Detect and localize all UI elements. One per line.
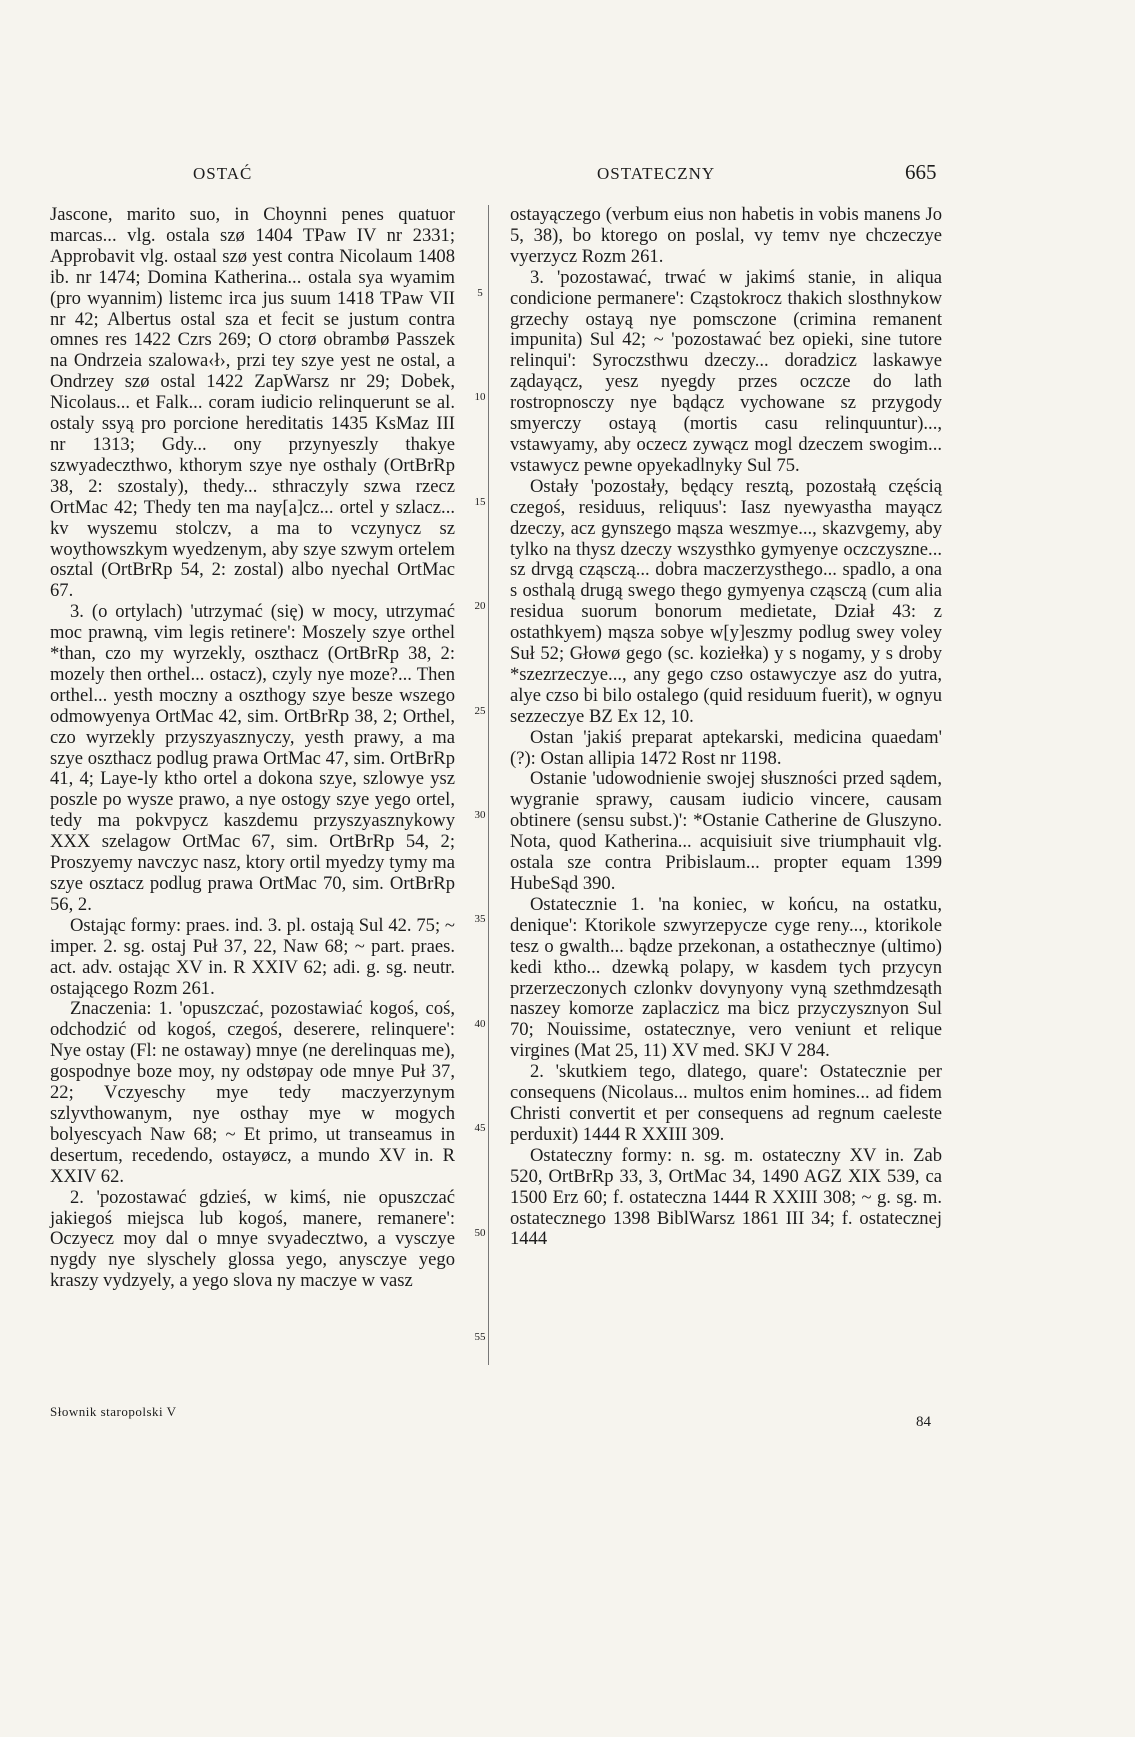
- left-column: [50, 205, 455, 1292]
- line-number: 25: [474, 704, 486, 717]
- line-number: 30: [474, 809, 486, 821]
- dictionary-paragraph: 3. (o ortylach) 'utrzymać (się) w mocy, utrzymać moc prawną, vim legis retinere': Moszely szye orthel *than, czo my wyrzekly, oszthacz (OrtBrRp 38, 2: mozely then orthel... ostacz), czyly nye moze?... Then orthel... yesth moczny a oszthogy szye besze wszego odmowyenya OrtMac 42, sim. OrtBrRp 38, 2; Orthel, czo wyrzekly przyszyasznyczy, yesth prawy, a ma szye oszthacz podlug prawa OrtMac 47, sim. OrtBrRp 41, 4; Laye-ly ktho ortel a dokona szye, szlowye ysz poszle po wysze prawo, a nye ostogy szye yego ortel, tedy ma pokvpycz kaszdemu przyszyasznykowy XXX szelagow OrtMac 67, sim. OrtBrRp 54, 2; Proszyemy navczyc nasz, ktory ortil myedzy tymy ma szye osztacz podlug prawa OrtMac 70, sim. OrtBrRp 56, 2.: [50, 601, 455, 915]
- dictionary-paragraph: Znaczenia: 1. 'opuszczać, pozostawiać kogoś, coś, odchodzić od kogoś, czegoś, deserere, relinquere': Nye ostay (Fl: ne ostaway) mnye (ne derelinquas me), gospodnye boze moy, ny odstøpay ode mnye Puł 37, 22; Vczyeschy mye tedy maczyerzynym szlyvthowanym, nye osthay mye w mogych bolyescyach Naw 68; ~ Et primo, ut transeamus in desertum, recedendo, ostayøcz, a mundo XV in. R XXIV 62.: [50, 998, 455, 1187]
- footer-sheet-number: 84: [916, 1414, 931, 1430]
- dictionary-paragraph: Ostając formy: praes. ind. 3. pl. ostają Sul 42. 75; ~ imper. 2. sg. ostaj Puł 37, 22, Naw 68; ~ part. praes. act. adv. ostając XV in. R XXIV 62; adi. g. sg. neutr. ostającego Rozm 261.: [50, 914, 455, 999]
- dictionary-paragraph: Jascone, marito suo, in Choynni penes quatuor marcas... vlg. ostala szø 1404 TPaw IV nr 2331; Approbavit vlg. ostaal szø yest contra Nicolaum 1408 ib. nr 1474; Domina Katherina... ostala sya wyamim (pro wyannim) listemc irca jus suum 1418 TPaw VII nr 42; Albertus ostal sza et fecit se justum contra omnes res 1422 Czrs 269; O ctorø obrambø Passzek na Ondrzeia szalowa‹ł›, przi tey szye yest ne ostal, a Ondrzey szø ostal 1422 ZapWarsz nr 29; Dobek, Nicolaus... et Falk... coram iudicio relinquerunt se al. ostaly ssyą pro porcione hereditatis 1435 KsMaz III nr 1313; Gdy... ony przynyeszly thakye szwyadeczthwo, kthorym szye nye osthaly (OrtBrRp 38, 2: szostaly), thedy... sthraczyly szwa rzecz OrtMac 42; Thedy ten ma nay[a]cz... ortel y szlacz... kv wyszemu stolczv, a ma to vczynycz sz woythowszkym wyedzenym, aby szye szwym ortelem osztal (OrtBrRp 54, 2: zostal) albo nyechal OrtMac 67.: [50, 204, 455, 602]
- footer-title: Słownik staropolski V: [50, 1404, 177, 1419]
- line-number: 35: [474, 913, 486, 926]
- right-column: [510, 205, 942, 1250]
- dictionary-paragraph: 3. 'pozostawać, trwać w jakimś stanie, in aliqua condicione permanere': Cząstokrocz thakich slosthnykow grzechy ostayą nye pomsczone (crimina remanent impunita) Sul 42; ~ 'pozostawać bez opieki, sine tutore relinqui': Syroczsthwu dzeczy... doradzicz laskawye ządayącz, yesz nyegdy przes oczcze do lath rostropnosczy nye bądącz vychowane sz przygody smyerczy ostayą (mortis casu relinquuntur)..., vstawyamy, aby oczecz zywącz mogl dzeczem swogim... vstawycz pewne opyekadlnyky Sul 75.: [510, 266, 942, 476]
- line-number: 5: [477, 287, 483, 299]
- dictionary-paragraph: Ostateczny formy: n. sg. m. ostateczny XV in. Zab 520, OrtBrRp 33, 3, OrtMac 34, 1490 AGZ XIX 539, ca 1500 Erz 60; f. ostateczna 1444 R XXIII 308; ~ g. sg. m. ostatecznego 1398 BiblWarsz 1861 III 34; f. ostatecznej 1444: [510, 1144, 942, 1250]
- header-left-entry: OSTAĆ: [193, 164, 253, 183]
- line-number: 20: [474, 600, 486, 613]
- dictionary-paragraph: Ostan 'jakiś preparat aptekarski, medicina quaedam' (?): Ostan allipia 1472 Rost nr 1198.: [510, 726, 942, 769]
- page-header: [0, 160, 1135, 190]
- dictionary-paragraph: 2. 'pozostawać gdzieś, w kimś, nie opuszczać jakiegoś miejsca lub kogoś, manere, remanere': Oczyecz moy dal o mnye svyadecztwo, a vysczye nygdy nye slyschely glossa yego, anysczye yego kraszy vydzyely, a yego slova ny maczye w vasz: [50, 1186, 455, 1292]
- dictionary-paragraph: 2. 'skutkiem tego, dlatego, quare': Ostatecznie per consequens (Nicolaus... multos enim homines... ad fidem Christi convertit et per consequens ad regnum caeleste perduxit) 1444 R XXIII 309.: [510, 1061, 942, 1145]
- line-number: 15: [474, 495, 486, 508]
- line-number: 55: [474, 1331, 486, 1343]
- column-divider: [488, 205, 489, 1365]
- line-number: 50: [474, 1226, 486, 1239]
- dictionary-paragraph: Ostatecznie 1. 'na koniec, w końcu, na ostatku, denique': Ktorikole szwyrzepycze cyge reny..., ktorikole tesz o gwalth... bądze przekonan, a ostathecznye (ultimo) kedi ktho... dzewką polapy, w kasdem tych przycyn przerzeczonych czlonkv dovynyony vyną szethmdzesąth naszey komorze zaplaczicz ma bicz przyczysznyon Sul 70; Nouissime, ostatecznye, vero veniunt et relique virgines (Mat 25, 11) XV med. SKJ V 284.: [510, 893, 942, 1062]
- line-number: 10: [474, 391, 486, 404]
- page-number: 665: [905, 160, 937, 184]
- line-number: 40: [474, 1017, 486, 1030]
- line-number: 45: [474, 1122, 486, 1135]
- dictionary-paragraph: ostayączego (verbum eius non habetis in vobis manens Jo 5, 38), bo ktorego on poslal, vy temv nye chczeczye vyerzycz Rozm 261.: [510, 204, 942, 267]
- header-right-entry: OSTATECZNY: [597, 164, 716, 183]
- dictionary-paragraph: Ostanie 'udowodnienie swojej słuszności przed sądem, wygranie sprawy, causam iudicio vincere, causam obtinere (sensu subst.)': *Ostanie Catherine de Gluszyno. Nota, quod Katherina... acquisiuit sive triumphauit vlg. ostala sze contra Pribislaum... propter equam 1399 HubeSąd 390.: [510, 768, 942, 894]
- dictionary-paragraph: Ostały 'pozostały, będący resztą, pozostałą częścią czegoś, residuus, reliquus': Iasz nyewyastha mayącz dzeczy, acz gynszego mąsza weszmye..., skazvgemy, aby tylko na thysz dzeczy wszysthko gymyenye oczczyszne... sz drvgą cząsczą... dobra maczerzysthego... spadlo, a ona s osthalą drugą swego thego gymyenya cząsczą (cum alia residua suorum bonorum medietate, Dział 43: z ostathkyem) mąsza sobye w[y]eszmy podlug swey voley Suł 52; Głowø gego (sc. koziełka) y s nogamy, y s droby *szezrzeczye..., any gego czso ostawyczye asz do yutra, alye czso bi bilo ostalego (quid residuum fuerit), w ognyu sezzeczye BZ Ex 12, 10.: [510, 475, 942, 727]
